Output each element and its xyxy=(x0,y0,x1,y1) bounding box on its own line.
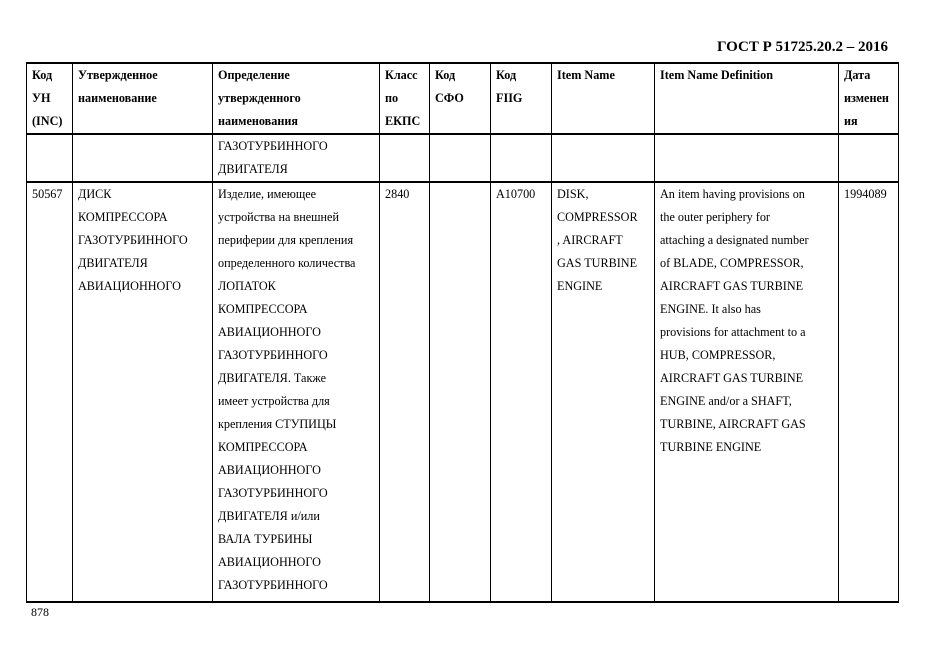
cell-line: ДВИГАТЕЛЯ. Также xyxy=(218,371,327,385)
cell-line: Дата xyxy=(844,68,871,82)
header-definition xyxy=(213,63,380,134)
cell-line: attaching a designated number xyxy=(660,233,809,247)
header-ekps-class xyxy=(380,63,430,134)
header-fiig-code xyxy=(491,63,552,134)
cell-item-name xyxy=(552,182,655,602)
cell-definition xyxy=(213,134,380,182)
cell-line: COMPRESSOR xyxy=(557,210,638,224)
cell-item-name-definition xyxy=(655,182,839,602)
cell-item-name-definition xyxy=(655,134,839,182)
cell-line: TURBINE ENGINE xyxy=(660,440,762,454)
continuation-row xyxy=(27,134,899,182)
cell-line: изменен xyxy=(844,91,889,105)
cell-line: Утвержденное xyxy=(78,68,158,82)
cell-inc xyxy=(27,134,73,182)
cell-line: TURBINE, AIRCRAFT GAS xyxy=(660,417,806,431)
cell-line: Определение xyxy=(218,68,290,82)
cell-line: по xyxy=(385,91,399,105)
cell-line: ЛОПАТОК xyxy=(218,279,276,293)
cell-line: , AIRCRAFT xyxy=(557,233,623,247)
cell-approved-name xyxy=(73,182,213,602)
cell-line: provisions for attachment to a xyxy=(660,325,806,339)
cell-line: ГАЗОТУРБИННОГО xyxy=(218,348,328,362)
cell-line: АВИАЦИОННОГО xyxy=(218,325,321,339)
cell-line: FIIG xyxy=(496,91,523,105)
cell-fiig-code xyxy=(491,134,552,182)
header-row xyxy=(27,63,899,134)
cell-line: Item Name Definition xyxy=(660,68,774,82)
cell-line: АВИАЦИОННОГО xyxy=(218,555,321,569)
cell-line: КОМПРЕССОРА xyxy=(218,302,308,316)
cell-line: УН xyxy=(32,91,51,105)
cell-line: the outer periphery for xyxy=(660,210,770,224)
cell-line: ВАЛА ТУРБИНЫ xyxy=(218,532,313,546)
cell-line: Код xyxy=(32,68,53,82)
cell-ekps-class xyxy=(380,134,430,182)
cell-line: ENGINE xyxy=(557,279,603,293)
cell-line: of BLADE, COMPRESSOR, xyxy=(660,256,804,270)
cell-line: ДИСК xyxy=(78,187,112,201)
cell-line: 2840 xyxy=(385,187,410,201)
cell-change-date xyxy=(839,182,899,602)
cell-approved-name xyxy=(73,134,213,182)
cell-line: наименования xyxy=(218,114,298,128)
cell-line: Код xyxy=(496,68,517,82)
cell-sfo-code xyxy=(430,182,491,602)
cell-line: A10700 xyxy=(496,187,536,201)
cell-line: утвержденного xyxy=(218,91,301,105)
cell-line: крепления СТУПИЦЫ xyxy=(218,417,337,431)
cell-change-date xyxy=(839,134,899,182)
cell-line: Код xyxy=(435,68,456,82)
cell-definition xyxy=(213,182,380,602)
cell-line: СФО xyxy=(435,91,464,105)
cell-line: ГАЗОТУРБИННОГО xyxy=(218,139,328,153)
header-approved-name xyxy=(73,63,213,134)
cell-line: 1994089 xyxy=(844,187,887,201)
cell-line: ENGINE. It also has xyxy=(660,302,761,316)
cell-line: ДВИГАТЕЛЯ xyxy=(78,256,148,270)
cell-line: DISK, xyxy=(557,187,589,201)
cell-line: ENGINE and/or a SHAFT, xyxy=(660,394,792,408)
cell-line: ДВИГАТЕЛЯ и/или xyxy=(218,509,320,523)
cell-line: КОМПРЕССОРА xyxy=(218,440,308,454)
cell-line: КОМПРЕССОРА xyxy=(78,210,168,224)
cell-line: ГАЗОТУРБИННОГО xyxy=(218,578,328,592)
cell-item-name xyxy=(552,134,655,182)
cell-line: Изделие, имеющее xyxy=(218,187,317,201)
cell-line: HUB, COMPRESSOR, xyxy=(660,348,776,362)
cell-line: ГАЗОТУРБИННОГО xyxy=(78,233,188,247)
cell-line: AIRCRAFT GAS TURBINE xyxy=(660,279,804,293)
cell-line: Класс xyxy=(385,68,418,82)
cell-line: имеет устройства для xyxy=(218,394,330,408)
cell-line: АВИАЦИОННОГО xyxy=(218,463,321,477)
cell-line: ДВИГАТЕЛЯ xyxy=(218,162,288,176)
cell-sfo-code xyxy=(430,134,491,182)
cell-line: ГАЗОТУРБИННОГО xyxy=(218,486,328,500)
cell-line: АВИАЦИОННОГО xyxy=(78,279,181,293)
cell-line: определенного количества xyxy=(218,256,356,270)
standard-number: ГОСТ Р 51725.20.2 – 2016 xyxy=(716,39,888,55)
cell-ekps-class xyxy=(380,182,430,602)
header-inc xyxy=(27,63,73,134)
cell-line: периферии для крепления xyxy=(218,233,354,247)
cell-line: наименование xyxy=(78,91,157,105)
cell-fiig-code xyxy=(491,182,552,602)
cell-line: ЕКПС xyxy=(385,114,421,128)
cell-inc xyxy=(27,182,73,602)
cell-line: AIRCRAFT GAS TURBINE xyxy=(660,371,804,385)
header-change-date xyxy=(839,63,899,134)
page-number: 878 xyxy=(31,605,49,619)
cell-line: 50567 xyxy=(32,187,63,201)
header-sfo-code xyxy=(430,63,491,134)
cell-line: устройства на внешней xyxy=(218,210,339,224)
cell-line: Item Name xyxy=(557,68,615,82)
header-item-name xyxy=(552,63,655,134)
cell-line: ия xyxy=(844,114,858,128)
cell-line: An item having provisions on xyxy=(660,187,805,201)
table-row xyxy=(27,182,899,602)
catalog-table xyxy=(26,62,899,603)
header-item-name-definition xyxy=(655,63,839,134)
cell-line: GAS TURBINE xyxy=(557,256,638,270)
cell-line: (INC) xyxy=(32,114,63,128)
